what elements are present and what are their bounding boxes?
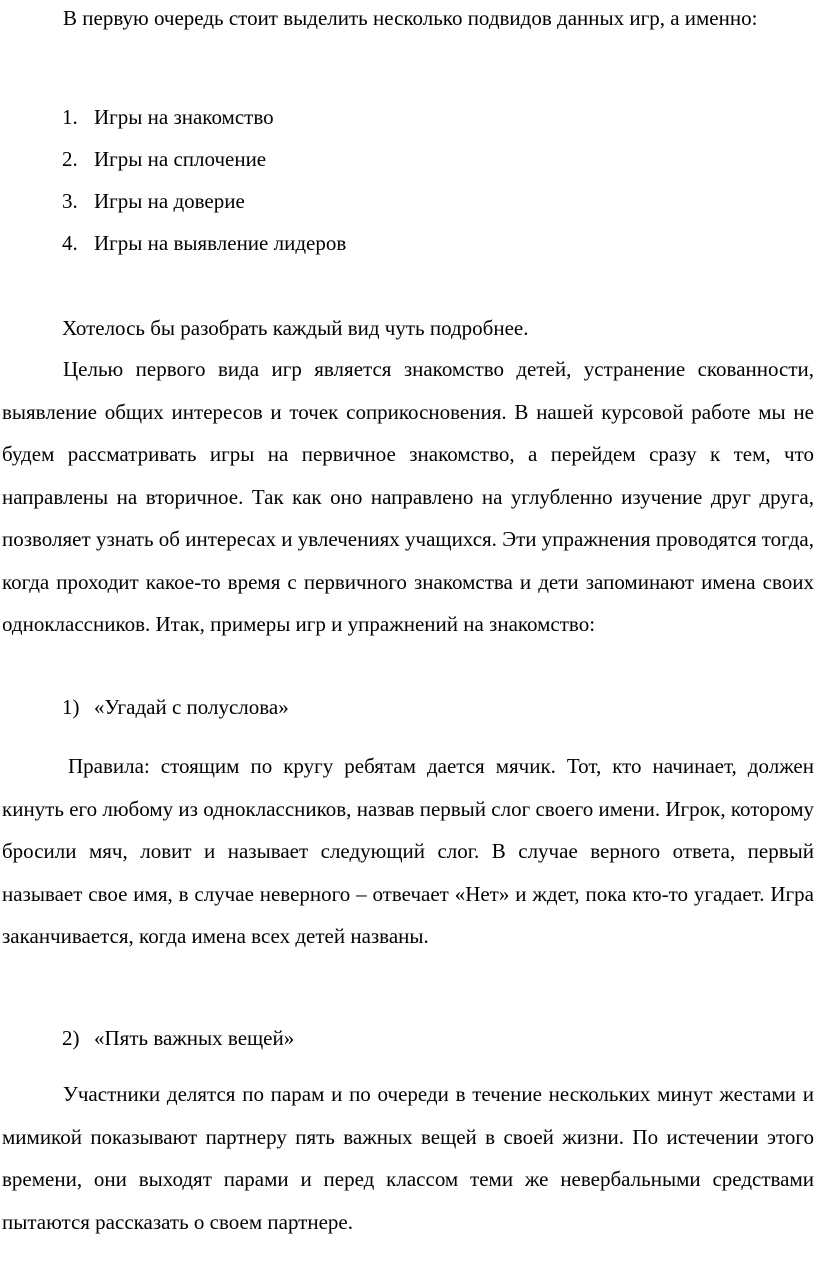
- list-number: 2.: [62, 147, 78, 171]
- game1-rules-paragraph: Правила: стоящим по кругу ребятам дается мячик. Тот, кто начинает, должен кинуть его любому из одноклассников, назвав первый слог своего имени. Игрок, которому бросили мяч, ловит и называет следующий слог. В случае верного ответа, первый называет свое имя, в случае неверного – отвечает «Нет» и ждет, пока кто-то угадает. Игра заканчивается, когда имена всех детей названы.: [2, 754, 814, 948]
- game2-heading: [62, 1023, 294, 1053]
- list-label: Игры на выявление лидеров: [94, 231, 347, 255]
- list-number: 1.: [62, 105, 78, 129]
- lead-in-paragraph: Хотелось бы разобрать каждый вид чуть подробнее.: [62, 316, 529, 340]
- list-item: [62, 228, 346, 258]
- game2-title: «Пять важных вещей»: [94, 1026, 295, 1050]
- intro-paragraph: В первую очередь стоит выделить несколько подвидов данных игр, а именно:: [63, 6, 758, 30]
- game2-number: 2): [62, 1026, 80, 1050]
- list-item: [62, 186, 245, 216]
- list-number: 4.: [62, 231, 78, 255]
- list-item: [62, 144, 266, 174]
- list-label: Игры на доверие: [94, 189, 245, 213]
- game2-rules-paragraph: Участники делятся по парам и по очереди в течение нескольких минут жестами и мимикой показывают партнеру пять важных вещей в своей жизни. По истечении этого времени, они выходят парами и перед классом теми же невербальными средствами пытаются рассказать о своем партнере.: [2, 1082, 814, 1234]
- list-label: Игры на сплочение: [94, 147, 267, 171]
- list-number: 3.: [62, 189, 78, 213]
- game1-number: 1): [62, 695, 80, 719]
- list-label: Игры на знакомство: [94, 105, 274, 129]
- game1-title: «Угадай с полуслова»: [94, 695, 289, 719]
- list-item: [62, 102, 274, 132]
- game1-heading: [62, 692, 289, 722]
- first-type-paragraph: Целью первого вида игр является знакомство детей, устранение скованности, выявление общих интересов и точек соприкосновения. В нашей курсовой работе мы не будем рассматривать игры на первичное знакомство, а перейдем сразу к тем, что направлены на вторичное. Так как оно направлено на углубленно изучение друг друга, позволяет узнать об интересах и увлечениях учащихся. Эти упражнения проводятся тогда, когда проходит какое-то время с первичного знакомства и дети запоминают имена своих одноклассников. Итак, примеры игр и упражнений на знакомство:: [2, 357, 814, 636]
